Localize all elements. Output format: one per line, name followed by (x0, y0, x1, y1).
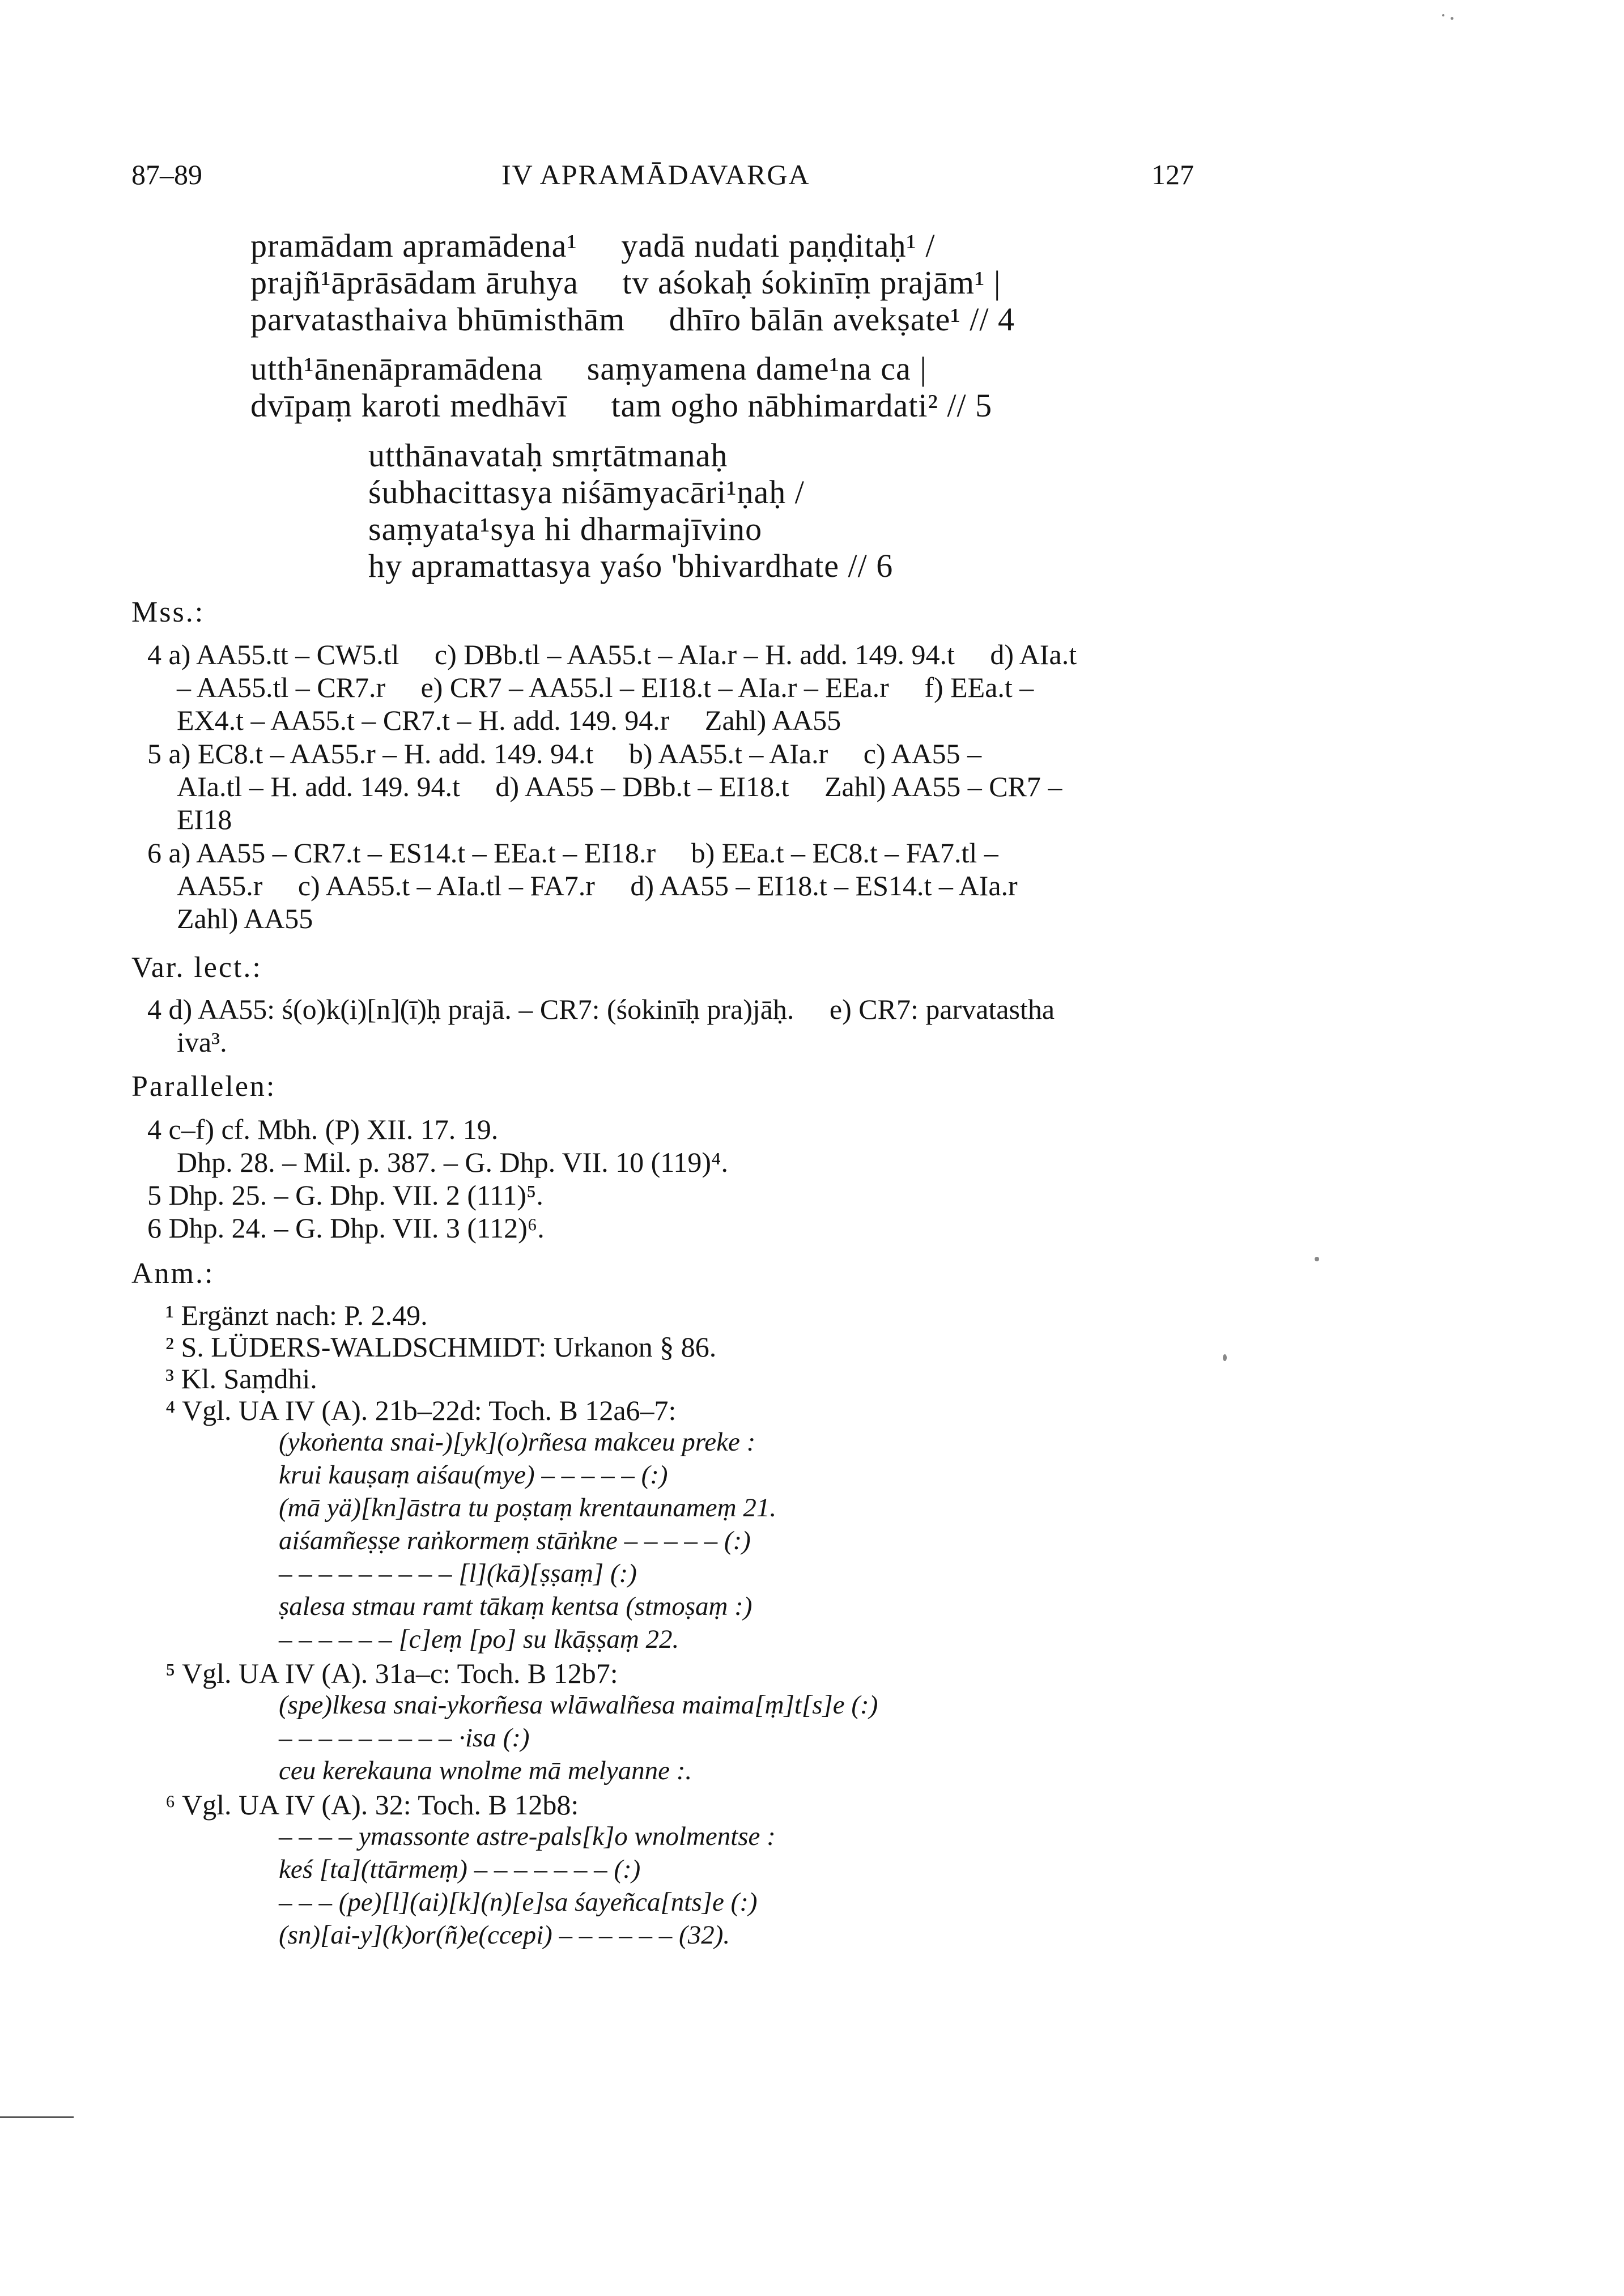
verse-line: dvīpaṃ karoti medhāvī tam ogho nābhimardati² // 5 (250, 387, 993, 424)
footnote: ⁵ Vgl. UA IV (A). 31a–c: Toch. B 12b7: (165, 1657, 618, 1689)
verse-line: śubhacittasya niśāmyacāri¹ṇaḥ / (368, 474, 805, 511)
tocharian-line: – – – – – – [c]eṃ [po] su lkāṣṣaṃ 22. (279, 1625, 679, 1654)
tocharian-line: ceu kerekauna wnolme mā melyanne :. (279, 1756, 692, 1785)
tocharian-line: – – – – ymassonte astre-pals[k]o wnolmentse : (279, 1822, 776, 1851)
verse-line: parvatasthaiva bhūmisthām dhīro bālān avekṣate¹ // 4 (250, 301, 1015, 338)
tocharian-line: – – – – – – – – – ·isa (:) (279, 1723, 530, 1753)
scan-speck (1451, 17, 1453, 20)
tocharian-line: (mā yä)[kn]āstra tu poṣtaṃ krentaunameṃ 21. (279, 1493, 777, 1523)
tocharian-line: – – – – – – – – – [l](kā)[ṣṣaṃ] (:) (279, 1559, 637, 1588)
footnote: ³ Kl. Saṃdhi. (165, 1363, 317, 1394)
mss-line: 4 a) AA55.tt – CW5.tl c) DBb.tl – AA55.t – AIa.r – H. add. 149. 94.t d) AIa.t (147, 639, 1077, 670)
scan-edge-mark (0, 2116, 74, 2118)
tocharian-line: (ykoṅenta snai-)[yk](o)rñesa makceu preke : (279, 1427, 756, 1457)
verse-line: hy apramattasya yaśo 'bhivardhate // 6 (368, 547, 894, 584)
mss-line: 5 a) EC8.t – AA55.r – H. add. 149. 94.t b) AA55.t – AIa.r c) AA55 – (147, 738, 982, 769)
mss-line: EI18 (177, 803, 232, 835)
tocharian-line: – – – (pe)[l](ai)[k](n)[e]sa śayeñca[nts]e (:) (279, 1887, 758, 1917)
parallel-line: Dhp. 28. – Mil. p. 387. – G. Dhp. VII. 10 (119)⁴. (177, 1146, 728, 1178)
footnote: ² S. LÜDERS-WALDSCHMIDT: Urkanon § 86. (165, 1331, 717, 1363)
verse-line: pramādam apramādena¹ yadā nudati paṇḍitaḥ¹ / (250, 227, 936, 264)
scan-speck (1223, 1354, 1227, 1361)
verse-line: utth¹ānenāpramādena saṃyamena dame¹na ca | (250, 350, 927, 387)
tocharian-line: aiśamñeṣṣe raṅkormeṃ stāṅkne – – – – – (:) (279, 1526, 751, 1555)
tocharian-line: (sn)[ai-y](k)or(ñ)e(ccepi) – – – – – – (32). (279, 1920, 730, 1950)
parallel-line: 4 c–f) cf. Mbh. (P) XII. 17. 19. (147, 1113, 499, 1145)
scan-speck (1442, 14, 1444, 16)
mss-line: Zahl) AA55 (177, 903, 313, 934)
tocharian-line: (spe)lkesa snai-ykorñesa wlāwalñesa maima[ṃ]t[s]e (:) (279, 1690, 878, 1720)
verse-line: prajñ¹āprāsādam āruhya tv aśokaḥ śokinīṃ prajām¹ | (250, 264, 1001, 301)
anm-label: Anm.: (131, 1257, 215, 1290)
var-lect-line: 4 d) AA55: ś(o)k(i)[n](ī)ḥ prajā. – CR7: (śokinīḥ pra)jāḥ. e) CR7: parvatastha (147, 993, 1055, 1025)
var-lect-line: iva³. (177, 1026, 227, 1058)
verse-line: utthānavataḥ smṛtātmanaḥ (368, 437, 728, 474)
mss-line: 6 a) AA55 – CR7.t – ES14.t – EEa.t – EI18.r b) EEa.t – EC8.t – FA7.tl – (147, 837, 998, 869)
tocharian-line: ṣalesa stmau ramt tākaṃ kentsa (stmoṣaṃ :) (279, 1592, 753, 1621)
var-lect-label: Var. lect.: (131, 951, 262, 984)
tocharian-line: keś [ta](ttārmeṃ) – – – – – – – (:) (279, 1855, 641, 1884)
verse-line: saṃyata¹sya hi dharmajīvino (368, 511, 763, 547)
parallel-line: 6 Dhp. 24. – G. Dhp. VII. 3 (112)⁶. (147, 1212, 545, 1244)
mss-line: AA55.r c) AA55.t – AIa.tl – FA7.r d) AA55 – EI18.t – ES14.t – AIa.r (177, 870, 1018, 902)
page-number: 127 (1151, 159, 1194, 190)
chapter-title: IV APRAMĀDAVARGA (501, 159, 810, 190)
mss-line: AIa.tl – H. add. 149. 94.t d) AA55 – DBb.t – EI18.t Zahl) AA55 – CR7 – (177, 771, 1062, 802)
footnote: ⁶ Vgl. UA IV (A). 32: Toch. B 12b8: (165, 1789, 579, 1821)
footnote: ⁴ Vgl. UA IV (A). 21b–22d: Toch. B 12a6–7: (165, 1394, 677, 1426)
scan-speck (1315, 1257, 1319, 1261)
footnote: ¹ Ergänzt nach: P. 2.49. (165, 1299, 428, 1331)
mss-line: – AA55.tl – CR7.r e) CR7 – AA55.l – EI18.t – AIa.r – EEa.r f) EEa.t – (177, 671, 1034, 703)
tocharian-line: krui kauṣaṃ aiśau(mye) – – – – – (:) (279, 1460, 668, 1490)
parallelen-label: Parallelen: (131, 1070, 277, 1103)
mss-line: EX4.t – AA55.t – CR7.t – H. add. 149. 94.r Zahl) AA55 (177, 704, 841, 736)
page-range: 87–89 (131, 159, 202, 190)
parallel-line: 5 Dhp. 25. – G. Dhp. VII. 2 (111)⁵. (147, 1179, 543, 1211)
mss-label: Mss.: (131, 596, 205, 628)
